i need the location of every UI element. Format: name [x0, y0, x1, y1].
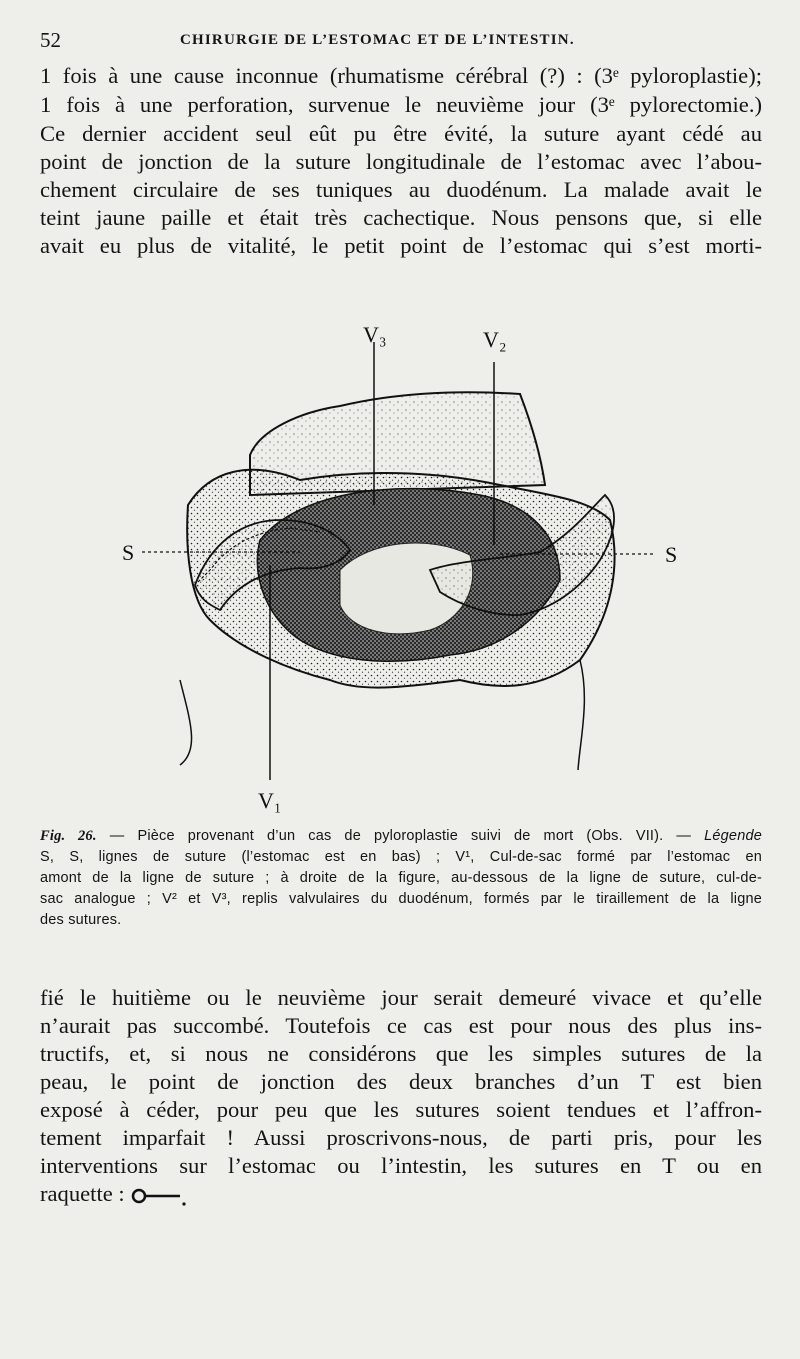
lower-edge — [180, 680, 192, 765]
body-line: chement circulaire de ses tuniques au duodénum. La malade avait le — [40, 177, 762, 202]
body-line: avait eu plus de vitalité, le petit point de l’estomac qui s’est morti- — [40, 233, 762, 258]
running-head: CHIRURGIE DE L’ESTOMAC ET DE L’INTESTIN. — [180, 32, 575, 48]
body-line: 1 fois à une cause inconnue (rhumatisme cérébral (?) : (3ᵉ pyloroplastie); — [40, 63, 762, 88]
raquette-text: raquette : — [40, 1181, 125, 1206]
body-line: exposé à céder, pour peu que les sutures soient tendues et l’affron- — [40, 1097, 762, 1122]
page-header — [40, 28, 760, 58]
body-line: n’aurait pas succombé. Toutefois ce cas est pour nous des plus ins- — [40, 1013, 762, 1038]
body-line: teint jaune paille et était très cachectique. Nous pensons que, si elle — [40, 205, 762, 230]
caption-text: — Pièce provenant d’un cas de pyloroplastie suivi de mort (Obs. VII). — — [109, 828, 692, 844]
caption-line: sac analogue ; V² et V³, replis valvulaires du duodénum, formés par le tiraillement de la ligne — [40, 891, 762, 907]
raquette-suture-icon — [130, 1184, 190, 1208]
caption-line: amont de la ligne de suture ; à droite de la figure, au-dessous de la ligne de suture, cul-de- — [40, 870, 762, 886]
body-line: fié le huitième ou le neuvième jour serait demeuré vivace et qu’elle — [40, 985, 762, 1010]
caption-line-1 — [40, 826, 762, 846]
label-v2: V₂ — [483, 327, 507, 352]
anatomical-figure — [100, 320, 700, 820]
body-line-last — [40, 1180, 762, 1208]
caption-line: S, S, lignes de suture (l’estomac est en bas) ; V¹, Cul-de-sac formé par l’estomac en — [40, 849, 762, 865]
body-line: peau, le point de jonction des deux branches d’un T est bien — [40, 1069, 762, 1094]
legend-word: Légende — [704, 828, 762, 844]
label-v1: V₁ — [258, 788, 282, 813]
label-s-left: S — [122, 540, 135, 565]
body-line: interventions sur l’estomac ou l’intestin, les sutures en T ou en — [40, 1153, 762, 1178]
body-line: point de jonction de la suture longitudinale de l’estomac avec l’abou- — [40, 149, 762, 174]
page-number: 52 — [40, 28, 61, 52]
label-v3: V₃ — [363, 322, 387, 347]
body-line: Ce dernier accident seul eût pu être évité, la suture ayant cédé au — [40, 121, 762, 146]
fig-number: Fig. 26. — [40, 828, 97, 844]
right-edge — [578, 660, 584, 770]
body-line: tructifs, et, si nous ne considérons que les simples sutures de la — [40, 1041, 762, 1066]
specimen-drawing — [100, 320, 700, 820]
body-line: 1 fois à une perforation, survenue le neuvième jour (3ᵉ pylorectomie.) — [40, 92, 762, 117]
caption-line: des sutures. — [40, 912, 122, 928]
body-line: tement imparfait ! Aussi proscrivons-nous, de parti pris, pour les — [40, 1125, 762, 1150]
label-s-right: S — [665, 542, 678, 567]
